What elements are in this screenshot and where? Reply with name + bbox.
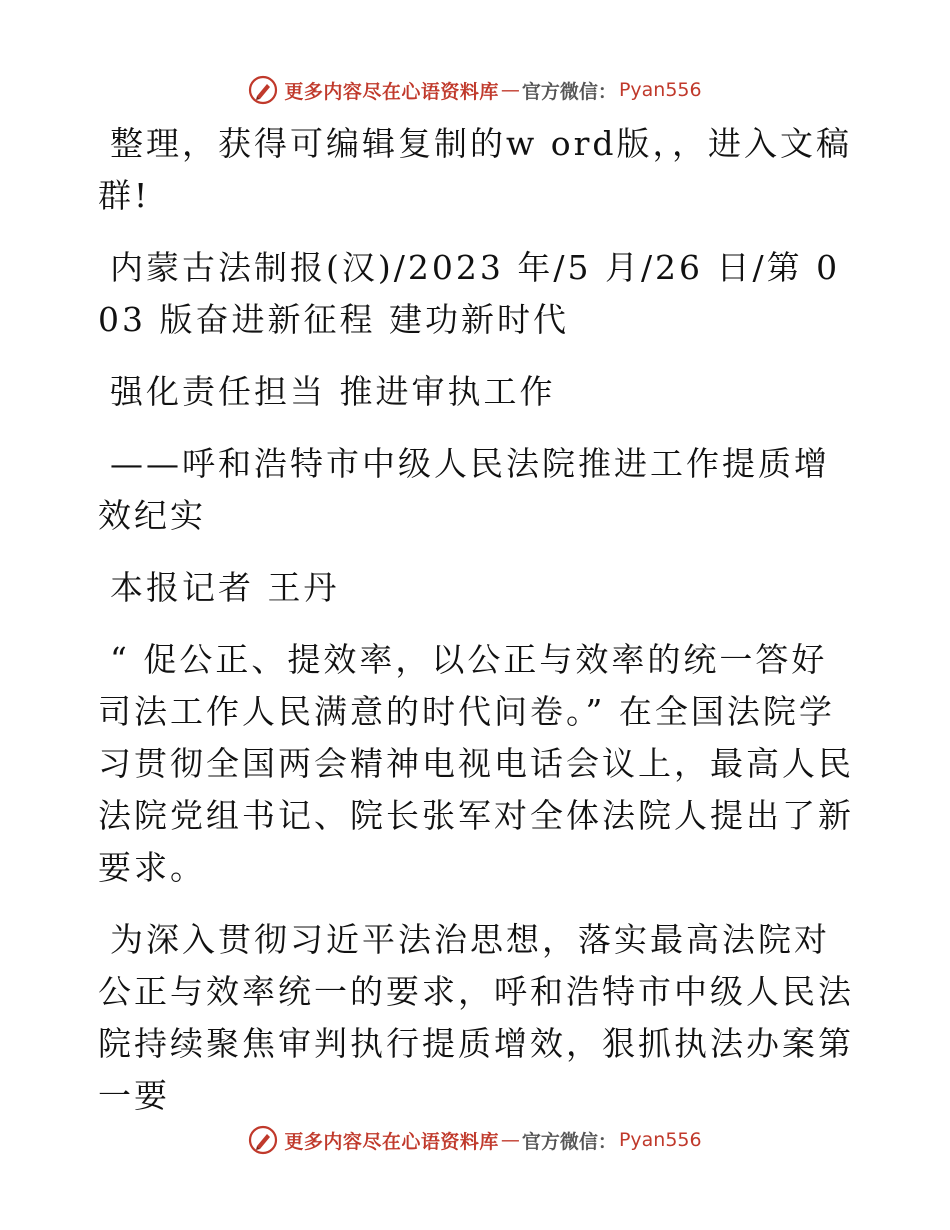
paragraph-body-1: “ 促公正、提效率，以公正与效率的统一答好司法工作人民满意的时代问卷。” 在全国法院学习贯彻全国两会精神电视电话会议上，最高人民法院党组书记、院长张军对全体法院人提出了新要求。: [98, 640, 854, 887]
banner-wechat-label: 官方微信：: [521, 1130, 617, 1153]
pen-logo-icon: [248, 1125, 278, 1155]
banner-dash: —: [500, 1129, 520, 1151]
document-body: [98, 118, 858, 1142]
banner-wechat-label: 官方微信：: [521, 80, 617, 103]
banner-wechat-id: Pyan556: [618, 79, 702, 101]
banner-wechat-id: Pyan556: [618, 1129, 702, 1151]
paragraph-body-2: 为深入贯彻习近平法治思想，落实最高法院对公正与效率统一的要求，呼和浩特市中级人民法院持续聚焦审判执行提质增效，狠抓执法办案第一要: [98, 920, 854, 1115]
header-banner: [0, 70, 950, 110]
pen-logo-icon: [248, 75, 278, 105]
banner-text: 更多内容尽在心语资料库: [284, 80, 499, 103]
banner-dash: —: [500, 79, 520, 101]
paragraph-source: 内蒙古法制报(汉)/2023 年/5 月/26 日/第 003 版奋进新征程 建功新时代: [98, 248, 841, 339]
article-subtitle: ——呼和浩特市中级人民法院推进工作提质增效纪实: [98, 444, 830, 535]
footer-banner: [0, 1120, 950, 1160]
article-byline: 本报记者 王丹: [110, 568, 340, 607]
paragraph-intro: 整理，获得可编辑复制的w ord版，，进入文稿群!: [98, 124, 853, 215]
article-title: 强化责任担当 推进审执工作: [110, 372, 556, 411]
banner-text: 更多内容尽在心语资料库: [284, 1130, 499, 1153]
